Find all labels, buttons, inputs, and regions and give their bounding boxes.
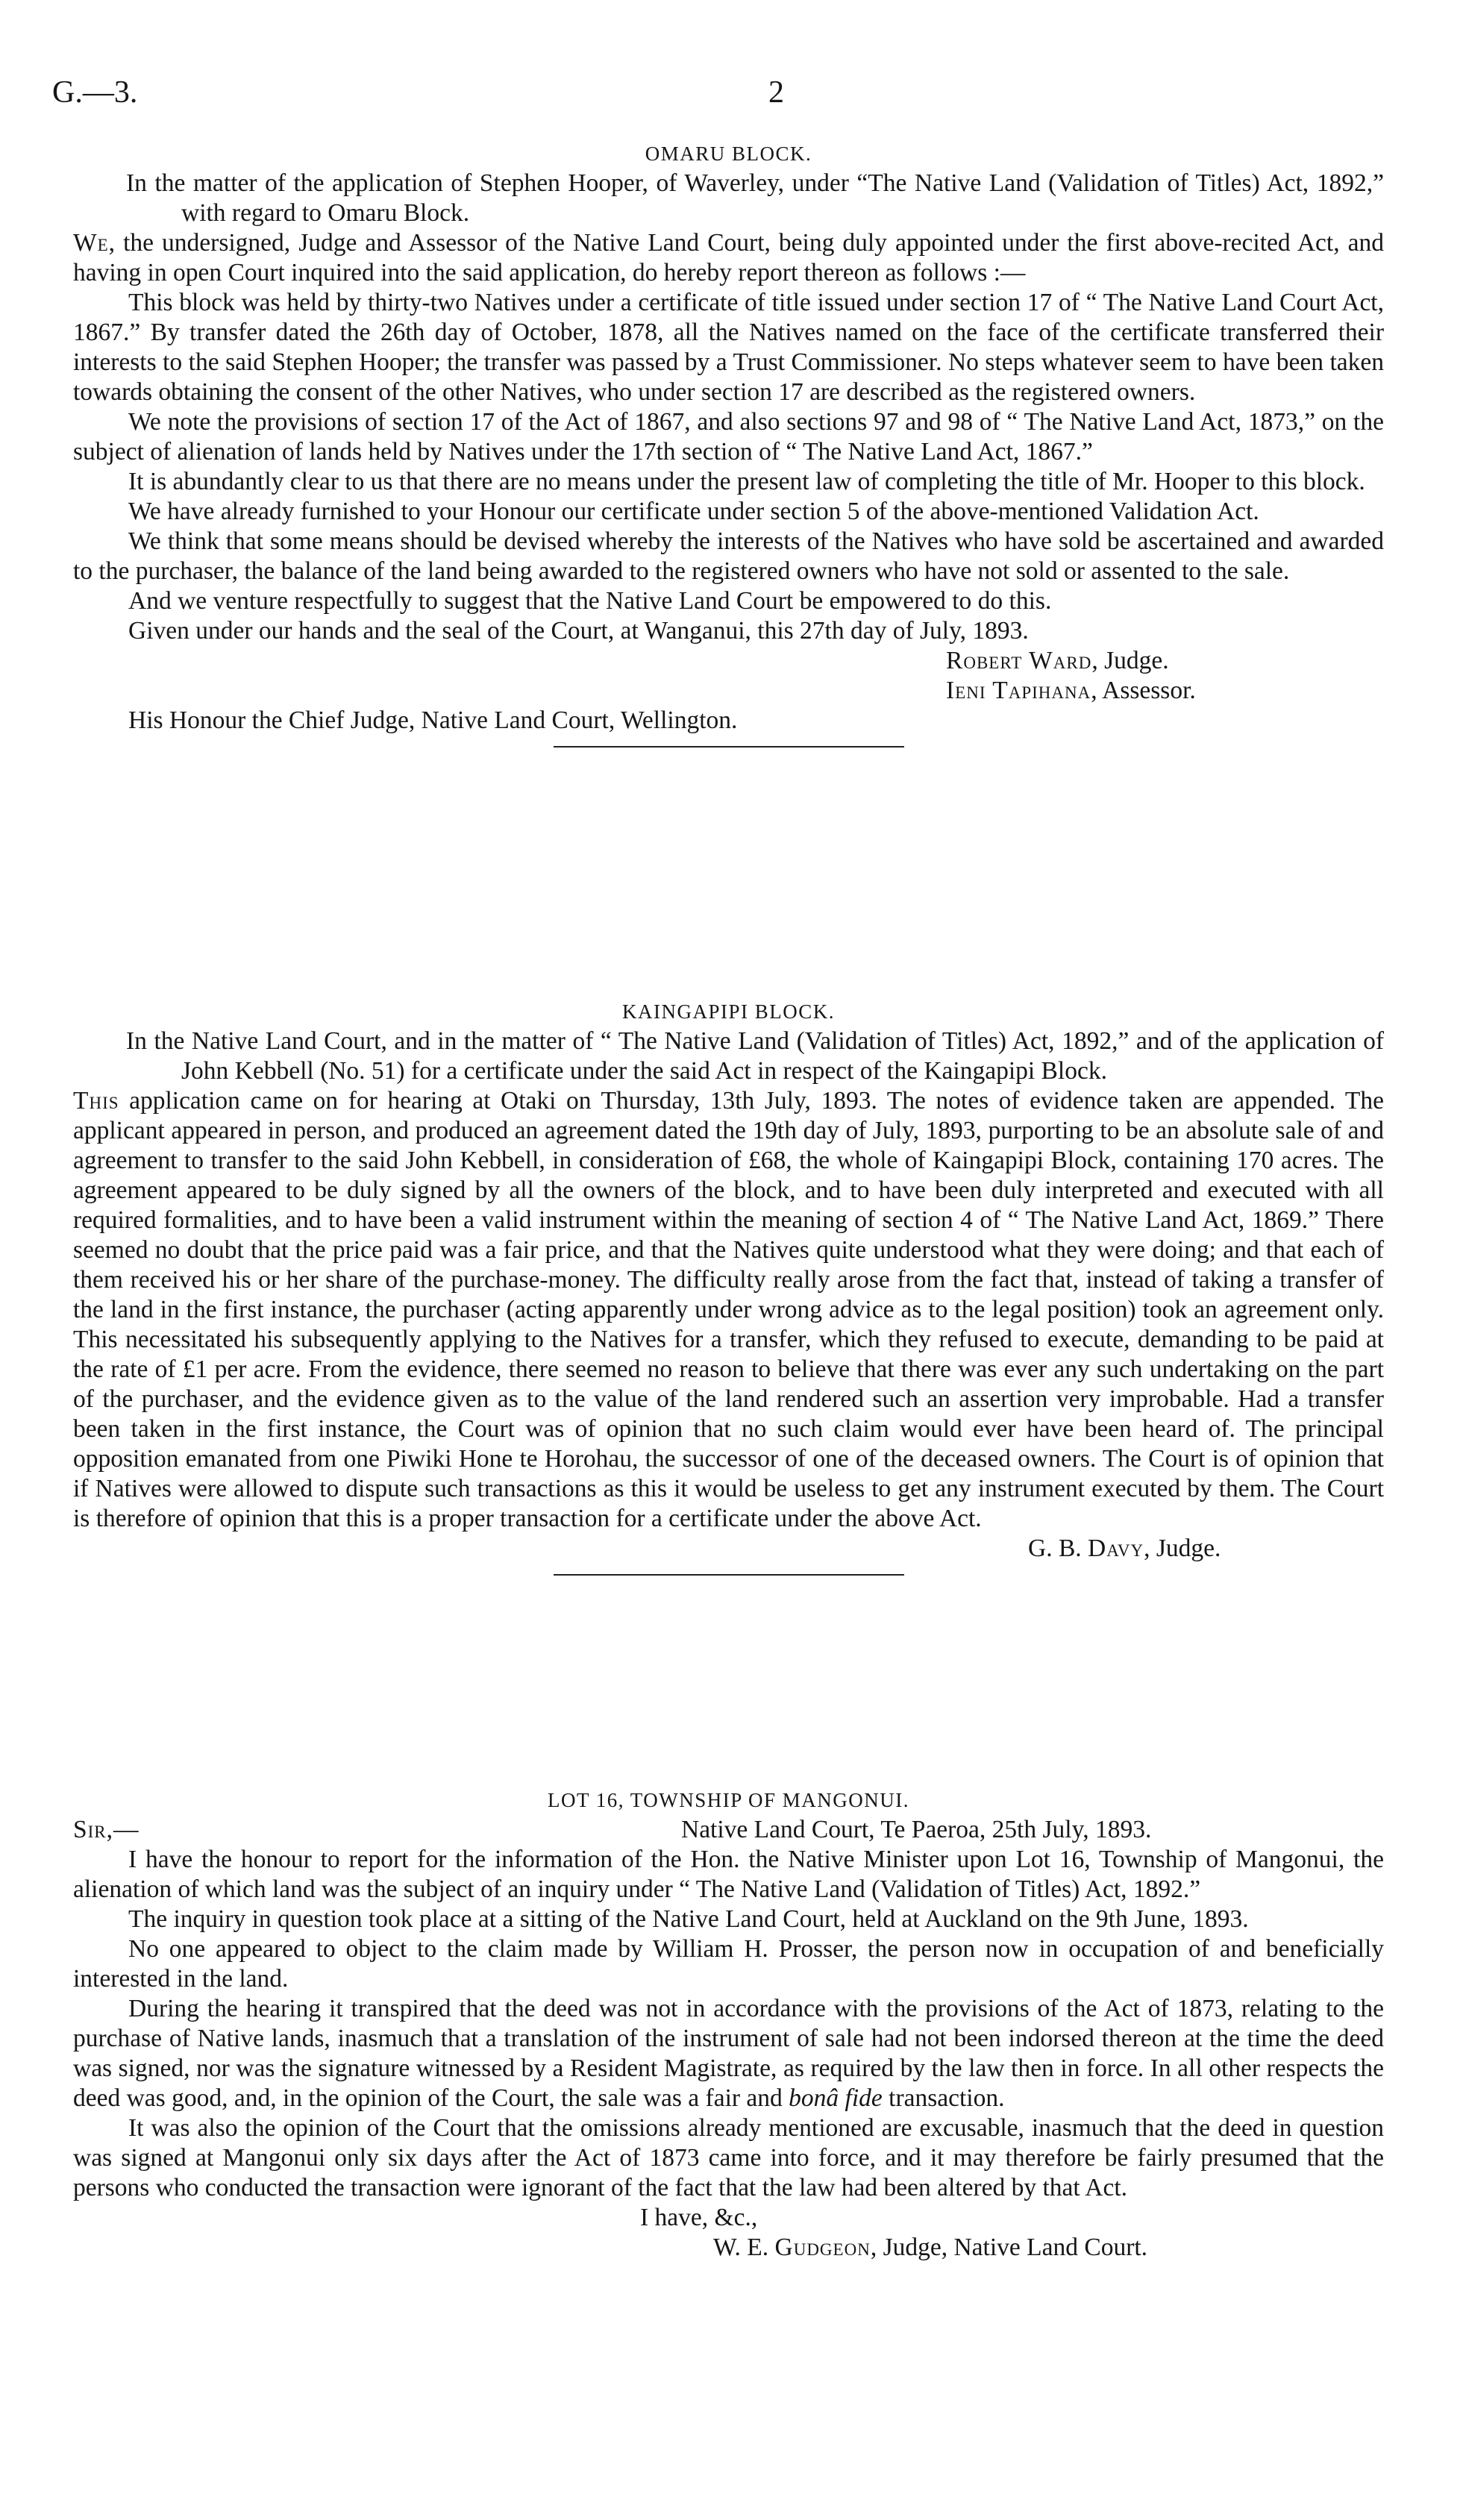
paragraph-text: During the hearing it transpired that the deed was not in accordance with the provisions of the Act of 1873, relating to the purchase of Native lands, inasmuch that a translation of the instrument of sale had not been indorsed thereon at the time the deed was signed, nor was the signature witnessed by a Resident Magistrate, as required by the law then in force. In all other respects the deed was good, and, in the opinion of the Court, the sale was a fair and xyxy=(73,1995,1384,2112)
signatory-initials: G. B. xyxy=(1028,1535,1088,1562)
signature-judge xyxy=(73,2233,1384,2263)
matter-heading: In the Native Land Court, and in the matter of “ The Native Land (Validation of Titles) Act, 1892,” and of the application of John Kebbell (No. 51) for a certificate under the said Act in respect of the Kaingapipi Block. xyxy=(126,1027,1384,1085)
addressee: His Honour the Chief Judge, Native Land Court, Wellington. xyxy=(128,706,738,734)
place-date: Native Land Court, Te Paeroa, 25th July, 1893. xyxy=(681,1816,1152,1843)
paragraph: No one appeared to object to the claim made by William H. Prosser, the person now in occupation of and beneficially interested in the land. xyxy=(73,1935,1384,1993)
page-header xyxy=(52,75,1417,119)
italic-phrase: bonâ fide xyxy=(789,2084,883,2112)
signatory-name: Ieni Tapihana xyxy=(946,677,1091,704)
signatory-role: , Judge. xyxy=(1144,1535,1221,1562)
signatory-name: Davy xyxy=(1088,1535,1144,1562)
section-divider xyxy=(554,1574,904,1576)
signatory-name: Robert Ward xyxy=(946,647,1092,674)
report-intro-text: , the undersigned, Judge and Assessor of the Native Land Court, being duly appointed under the first above-recited Act, and having in open Court inquired into the said application, do hereby report thereon as follows :— xyxy=(73,229,1384,286)
closing: I have, &c., xyxy=(640,2204,758,2231)
signatory-role: , Assessor. xyxy=(1091,677,1196,704)
section-title: OMARU BLOCK. xyxy=(645,142,812,165)
omaru-block-section xyxy=(73,139,1384,747)
signature-judge xyxy=(73,646,1384,676)
page-number: 2 xyxy=(768,75,784,110)
judgment-body xyxy=(73,1086,1384,1534)
section-title: KAINGAPIPI BLOCK. xyxy=(621,1000,835,1023)
paragraph: The inquiry in question took place at a sitting of the Native Land Court, held at Auckland on the 9th June, 1893. xyxy=(128,1905,1249,1933)
paragraph: We note the provisions of section 17 of the Act of 1867, and also sections 97 and 98 of “ The Native Land Act, 1873,” on the subject of alienation of lands held by Natives under the 17th section of “ The Native Land Act, 1867.” xyxy=(73,408,1384,466)
paragraph: Given under our hands and the seal of the Court, at Wanganui, this 27th day of July, 1893. xyxy=(128,617,1029,645)
kaingapipi-block-section xyxy=(73,997,1384,1576)
paragraph xyxy=(73,1994,1384,2113)
paragraph: And we venture respectfully to suggest that the Native Land Court be empowered to do this. xyxy=(128,587,1052,615)
signatory-name: Gudgeon xyxy=(774,2234,871,2261)
section-title: LOT 16, TOWNSHIP OF MANGONUI. xyxy=(547,1789,910,1811)
paragraph: This block was held by thirty-two Natives under a certificate of title issued under section 17 of “ The Native Land Court Act, 1867.” By transfer dated the 26th day of October, 1878, all the Natives named on the face of the certificate transferred their interests to the said Stephen Hooper; the transfer was passed by a Trust Commissioner. No steps whatever seem to have been taken towards obtaining the consent of the other Natives, who under section 17 are described as the registered owners. xyxy=(73,289,1384,406)
matter-heading: In the matter of the application of Stephen Hooper, of Waverley, under “The Native Land (Validation of Titles) Act, 1892,” with regard to Omaru Block. xyxy=(126,169,1384,227)
signature-assessor xyxy=(73,676,1384,706)
salutation: Sir,— xyxy=(73,1816,140,1843)
paragraph: We have already furnished to your Honour our certificate under section 5 of the above-mentioned Validation Act. xyxy=(128,498,1259,525)
section-divider xyxy=(554,746,904,747)
signatory-role: , Judge, Native Land Court. xyxy=(870,2234,1148,2261)
report-intro xyxy=(73,228,1384,288)
signature-judge xyxy=(73,1534,1384,1564)
signatory-initials: W. E. xyxy=(713,2234,775,2261)
paragraph: I have the honour to report for the information of the Hon. the Native Minister upon Lot 16, Township of Mangonui, the alienation of which land was the subject of an inquiry under “ The Native Land (Validation of Titles) Act, 1892.” xyxy=(73,1846,1384,1903)
paragraph: It is abundantly clear to us that there are no means under the present law of completing the title of Mr. Hooper to this block. xyxy=(128,468,1365,495)
paragraph: It was also the opinion of the Court that the omissions already mentioned are excusable, inasmuch that the deed in question was signed at Mangonui only six days after the Act of 1873 came into force, and it may therefore be fairly presumed that the persons who conducted the transaction were ignorant of the fact that the law had been altered by that Act. xyxy=(73,2114,1384,2201)
letter-heading xyxy=(73,1815,1384,1845)
mangonui-lot-section xyxy=(73,1785,1384,2263)
paragraph-text: transaction. xyxy=(882,2084,1005,2112)
lead-word: We xyxy=(73,229,109,257)
lead-word: This xyxy=(73,1087,119,1115)
paragraph: We think that some means should be devised whereby the interests of the Natives who have sold be ascertained and awarded to the purchaser, the balance of the land being awarded to the registered owners who have not sold or assented to the sale. xyxy=(73,527,1384,585)
paper-reference: G.—3. xyxy=(52,75,138,110)
judgment-text: application came on for hearing at Otaki on Thursday, 13th July, 1893. The notes of evidence taken are appended. The applicant appeared in person, and produced an agreement dated the 19th day of July, 1893, purporting to be an absolute sale of and agreement to transfer to the said John Kebbell, in consideration of £68, the whole of Kaingapipi Block, containing 170 acres. The agreement appeared to be duly signed by all the owners of the block, and to have been duly interpreted and executed with all required formalities, and to have been a valid instrument within the meaning of section 4 of “ The Native Land Act, 1869.” There seemed no doubt that the price paid was a fair price, and that the Natives quite understood what they were doing; and that each of them received his or her share of the purchase-money. The difficulty really arose from the fact that, instead of taking a transfer of the land in the first instance, the purchaser (acting apparently under wrong advice as to the legal position) took an agreement only. This necessitated his subsequently applying to the Natives for a transfer, which they refused to execute, demanding to be paid at the rate of £1 per acre. From the evidence, there seemed no reason to believe that there was ever any such undertaking on the part of the purchaser, and the evidence given as to the value of the land rendered such an assertion very improbable. Had a transfer been taken in the first instance, the Court was of opinion that no such claim would ever have been heard of. The principal opposition emanated from one Piwiki Hone te Horohau, the successor of one of the deceased owners. The Court is of opinion that if Natives were allowed to dispute such transactions as this it would be useless to get any instrument executed by them. The Court is therefore of opinion that this is a proper transaction for a certificate under the above Act. xyxy=(73,1087,1384,1532)
signatory-role: , Judge. xyxy=(1091,647,1169,674)
